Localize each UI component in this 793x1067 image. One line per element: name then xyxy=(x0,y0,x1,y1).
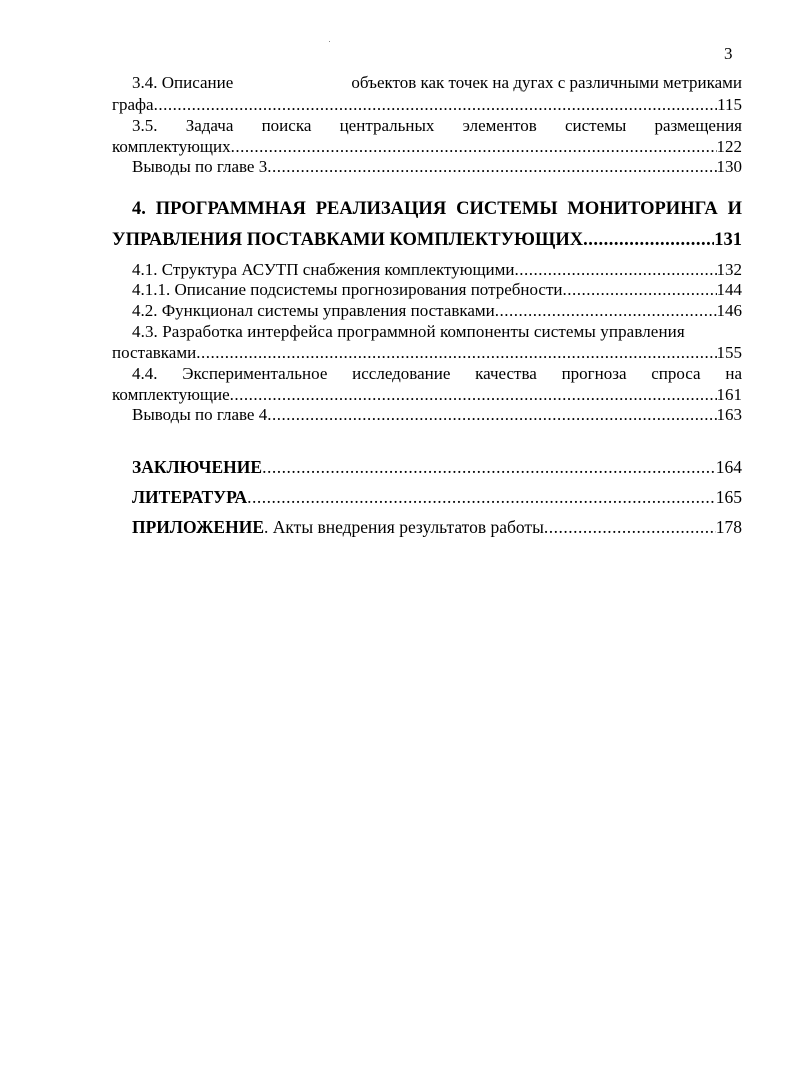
dot-leader xyxy=(154,95,718,115)
toc-entry-text: графа xyxy=(112,95,154,114)
toc-word: Задача xyxy=(185,116,234,135)
toc-entry-4-3-line2 xyxy=(112,343,742,363)
toc-word: центральных xyxy=(339,116,435,135)
toc-chapter4-heading-line1 xyxy=(112,198,742,220)
dot-leader xyxy=(515,260,717,280)
toc-entry-text-bold: ПРИЛОЖЕНИЕ xyxy=(132,517,265,537)
dot-leader xyxy=(231,137,717,157)
dot-leader xyxy=(563,280,717,300)
toc-word: МОНИТОРИНГА xyxy=(567,199,718,219)
toc-word: размещения xyxy=(654,116,742,135)
toc-word: ПРОГРАММНАЯ xyxy=(155,199,306,219)
toc-word: элементов xyxy=(462,116,537,135)
toc-page-number: 165 xyxy=(715,487,742,507)
toc-page-number: 115 xyxy=(717,95,742,114)
toc-entry-4-2 xyxy=(112,301,742,321)
toc-page-number: 144 xyxy=(716,280,742,299)
toc-entry-text: Выводы по главе 3 xyxy=(132,157,268,176)
toc-word: на xyxy=(725,364,742,383)
toc-entry-3-5-line1 xyxy=(112,116,742,136)
toc-page-number: 131 xyxy=(714,230,742,250)
toc-entry-chapter3-conclusions xyxy=(112,157,742,177)
page-number: 3 xyxy=(724,44,733,63)
toc-entry-4-1-1 xyxy=(112,280,742,300)
dot-leader xyxy=(583,229,714,251)
table-of-contents xyxy=(112,0,742,560)
dot-leader xyxy=(544,517,716,537)
toc-entry-appendix xyxy=(112,517,742,537)
toc-entry-text: 3.4. Описание xyxy=(132,73,234,92)
toc-entry-literature xyxy=(112,487,742,507)
toc-page-number: 155 xyxy=(716,343,742,362)
toc-word: исследование xyxy=(352,364,451,383)
toc-word: РЕАЛИЗАЦИЯ xyxy=(315,199,447,219)
dot-leader xyxy=(230,385,717,405)
toc-entry-text: 4.2. Функционал системы управления поставками xyxy=(132,301,495,320)
dot-leader xyxy=(495,301,717,321)
toc-entry-4-3-line1: 4.3. Разработка интерфейса программной компоненты системы управления xyxy=(132,322,685,341)
toc-page-number: 132 xyxy=(716,260,742,279)
toc-entry-text: ЛИТЕРАТУРА xyxy=(132,487,248,507)
dot-leader xyxy=(262,457,716,477)
toc-entry-3-4-line1 xyxy=(112,73,742,93)
dot-leader xyxy=(267,405,716,425)
toc-entry-label xyxy=(132,517,544,537)
toc-chapter4-heading-line2 xyxy=(112,229,742,251)
toc-word: поиска xyxy=(261,116,312,135)
toc-entry-text: 4.1.1. Описание подсистемы прогнозирования потребности xyxy=(132,280,563,299)
toc-entry-4-1 xyxy=(112,260,742,280)
toc-word: системы xyxy=(564,116,627,135)
dot-leader xyxy=(267,157,716,177)
toc-word: И xyxy=(727,199,742,219)
toc-page-number: 146 xyxy=(716,301,742,320)
toc-entry-text: Выводы по главе 4 xyxy=(132,405,268,424)
toc-entry-text: . Акты внедрения результатов работы xyxy=(264,517,544,537)
toc-word: Экспериментальное xyxy=(182,364,328,383)
toc-page-number: 130 xyxy=(716,157,742,176)
toc-page-number: 122 xyxy=(716,137,742,156)
toc-word: качества xyxy=(475,364,537,383)
dot-leader xyxy=(247,487,716,507)
toc-entry-text: объектов как точек на дугах с различными метриками xyxy=(351,73,742,92)
toc-entry-4-4-line2 xyxy=(112,385,742,405)
toc-entry-text: ЗАКЛЮЧЕНИЕ xyxy=(132,457,263,477)
toc-entry-3-5-line2 xyxy=(112,137,742,157)
toc-entry-3-4-line2 xyxy=(112,95,742,115)
toc-word: 4. xyxy=(132,199,146,219)
toc-entry-conclusion xyxy=(112,457,742,477)
toc-entry-4-4-line1 xyxy=(112,364,742,384)
toc-page-number: 178 xyxy=(715,517,742,537)
toc-word: прогноза xyxy=(561,364,627,383)
toc-page-number: 163 xyxy=(716,405,742,424)
toc-page-number: 164 xyxy=(715,457,742,477)
dot-leader xyxy=(196,343,716,363)
toc-entry-text: 4.1. Структура АСУТП снабжения комплектующими xyxy=(132,260,515,279)
toc-page-number: 161 xyxy=(716,385,742,404)
toc-entry-chapter4-conclusions xyxy=(112,405,742,425)
toc-word: спроса xyxy=(651,364,701,383)
toc-word: 3.5. xyxy=(132,116,158,135)
toc-entry-text: УПРАВЛЕНИЯ ПОСТАВКАМИ КОМПЛЕКТУЮЩИХ xyxy=(112,230,584,250)
toc-entry-text: поставками xyxy=(112,343,197,362)
toc-entry-text: комплектующих xyxy=(112,137,231,156)
toc-word: СИСТЕМЫ xyxy=(456,199,558,219)
toc-entry-text: комплектующие xyxy=(112,385,230,404)
toc-word: 4.4. xyxy=(132,364,158,383)
